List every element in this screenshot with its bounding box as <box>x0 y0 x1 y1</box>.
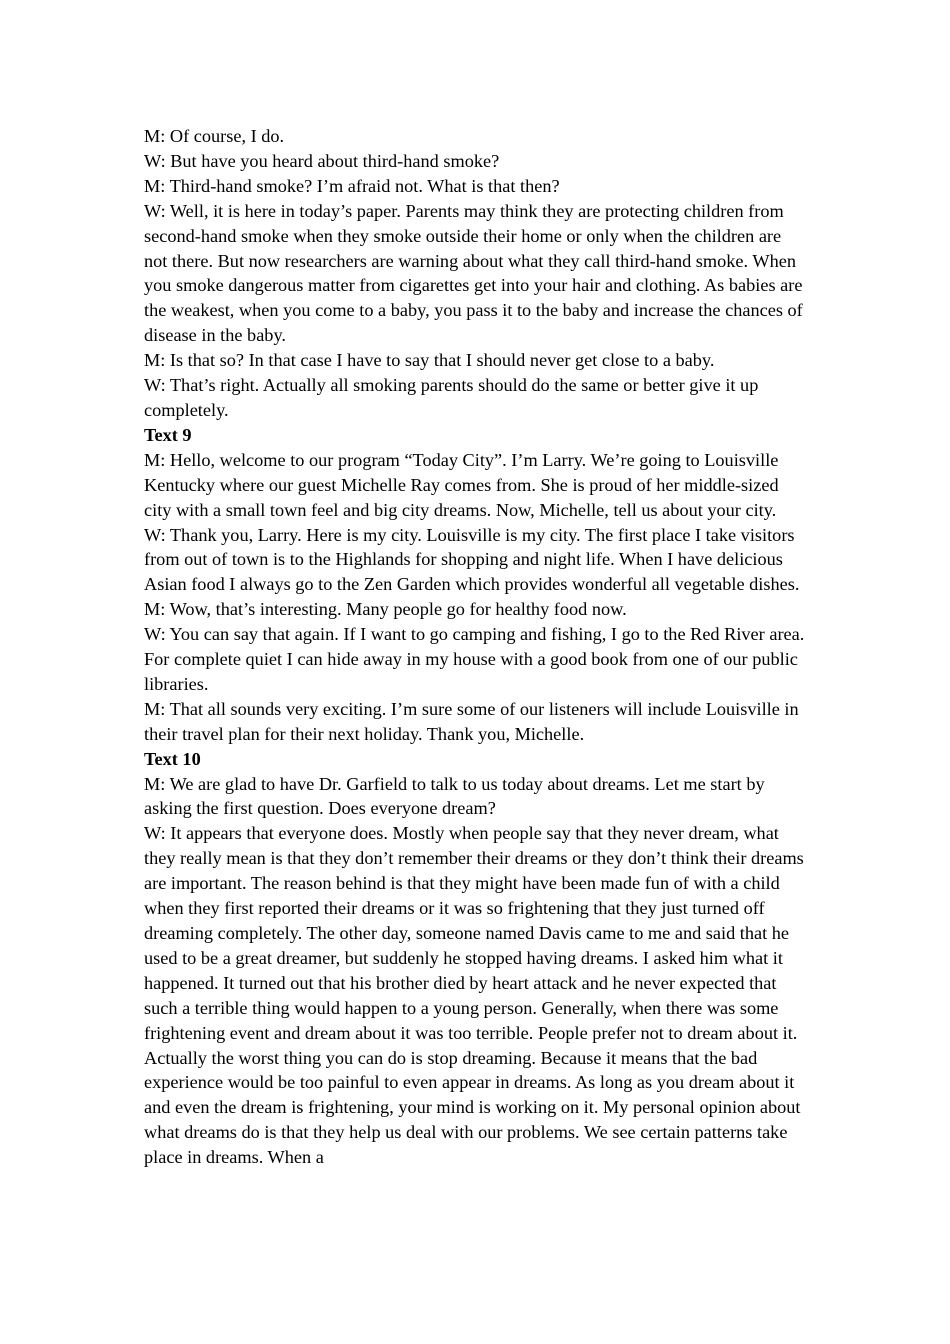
dialogue-line-w-third-hand-question: W: But have you heard about third-hand smoke? <box>144 150 500 171</box>
dialogue-line-m-sounds-exciting: M: That all sounds very exciting. I’m sure some of our listeners will include Louisville in their travel plan for their next holiday. Thank you, Michelle. <box>144 698 799 744</box>
dialogue-line-m-afraid-not: M: Third-hand smoke? I’m afraid not. What is that then? <box>144 175 560 196</box>
dialogue-line-m-hello-welcome: M: Hello, welcome to our program “Today City”. I’m Larry. We’re going to Louisville Kentucky where our guest Michelle Ray comes from. She is proud of her middle-sized city with a small town feel and big city dreams. Now, Michelle, tell us about your city. <box>144 449 779 520</box>
document-page <box>144 124 808 1170</box>
dialogue-line-w-thats-right: W: That’s right. Actually all smoking parents should do the same or better give it up completely. <box>144 375 759 420</box>
dialogue-line-m-of-course: M: Of course, I do. <box>144 126 285 146</box>
dialogue-line-w-camping: W: You can say that again. If I want to go camping and fishing, I go to the Red River area. For complete quiet I can hide away in my house with a good book from one of our public libraries. <box>144 624 805 694</box>
dialogue-line-m-dreams-question: M: We are glad to have Dr. Garfield to talk to us today about dreams. Let me start by asking the first question. Does everyone dream? <box>144 773 765 819</box>
section-heading-text-10: Text 10 <box>144 748 201 769</box>
dialogue-line-m-healthy-food: M: Wow, that’s interesting. Many people go for healthy food now. <box>144 599 627 620</box>
dialogue-line-w-my-city: W: Thank you, Larry. Here is my city. Louisville is my city. The first place I take visitors from out of town is to the Highlands for shopping and night life. When I have delicious Asian food I always go to the Zen Garden which provides wonderful all vegetable dishes. <box>144 524 800 595</box>
dialogue-line-w-todays-paper: W: Well, it is here in today’s paper. Parents may think they are protecting children from second-hand smoke when they smoke outside their home or only when the children are not there. But now researchers are warning about what they call third-hand smoke. When you smoke dangerous matter from cigarettes get into your hair and clothing. As babies are the weakest, when you come to a baby, you pass it to the baby and increase the chances of disease in the baby. <box>144 200 803 346</box>
section-heading-text-9: Text 9 <box>144 424 192 445</box>
dialogue-line-w-everyone-dreams: W: It appears that everyone does. Mostly when people say that they never dream, what they really mean is that they don’t remember their dreams or they don’t think their dreams are important. The reason behind is that they might have been made fun of with a child when they first reported their dreams or it was so frightening that they just turned off dreaming completely. The other day, someone named Davis came to me and said that he used to be a great dreamer, but suddenly he stopped having dreams. I asked him what it happened. It turned out that his brother died by heart attack and he never expected that such a terrible thing would happen to a young person. Generally, when there was some frightening event and dream about it was too terrible. People prefer not to dream about it. Actually the worst thing you can do is stop dreaming. Because it means that the bad experience would be too painful to even appear in dreams. As long as you dream about it and even the dream is frightening, your mind is working on it. My personal opinion about what dreams do is that they help us deal with our problems. We see certain patterns take place in dreams. When a <box>144 823 804 1168</box>
dialogue-line-m-is-that-so: M: Is that so? In that case I have to say that I should never get close to a baby. <box>144 350 715 371</box>
